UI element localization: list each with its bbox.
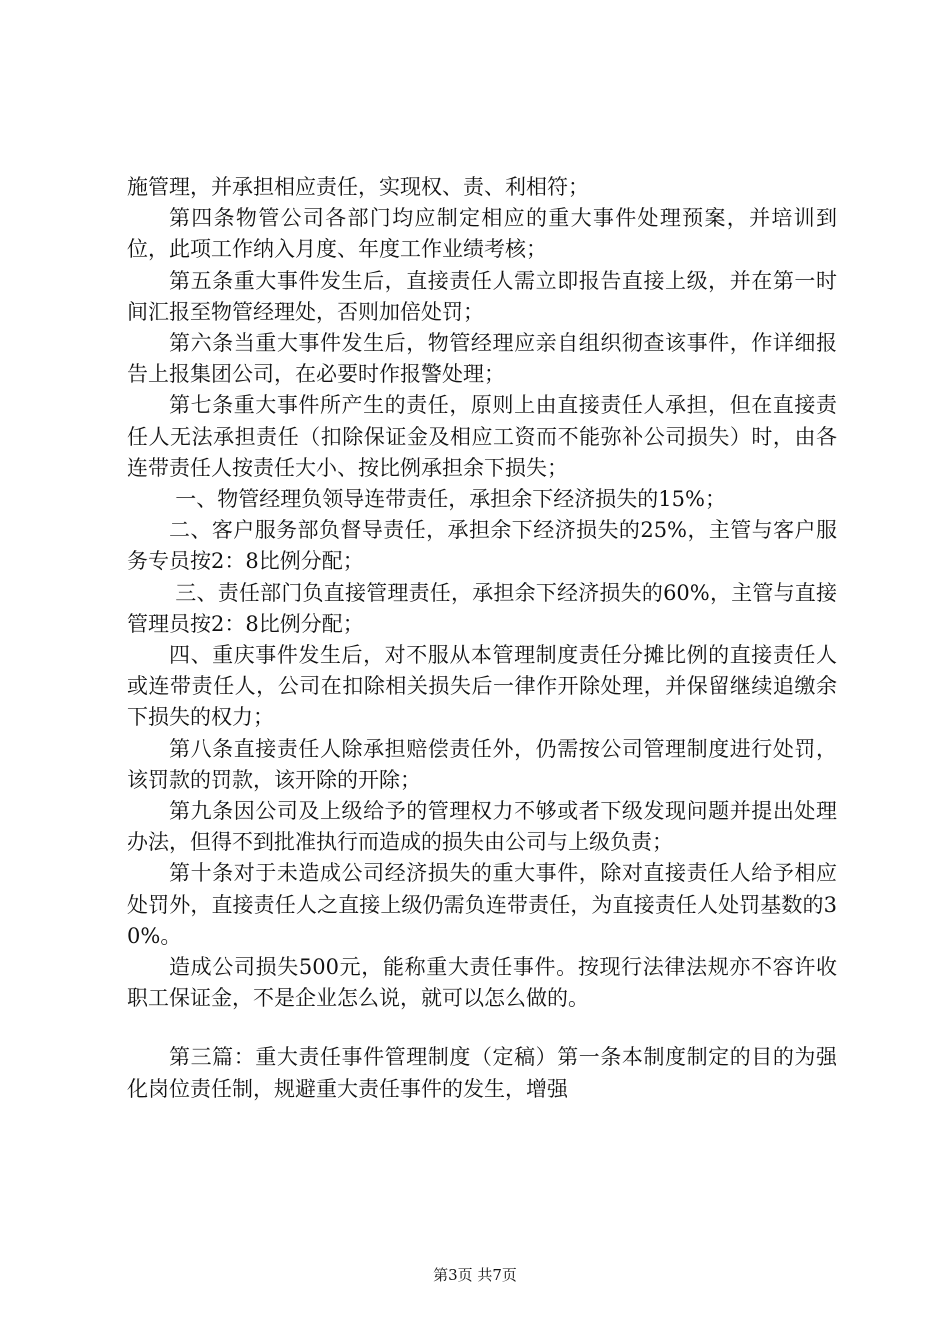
document-body (127, 172, 837, 1105)
paragraph-item-4: 四、重庆事件发生后，对不服从本管理制度责任分摊比例的直接责任人或连带责任人，公司在扣除相关损失后一律作开除处理，并保留继续追缴余下损失的权力； (127, 643, 837, 730)
paragraph-article-6: 第六条当重大事件发生后，物管经理应亲自组织彻查该事件，作详细报告上报集团公司，在必要时作报警处理； (127, 331, 837, 387)
paragraph-article-7: 第七条重大事件所产生的责任，原则上由直接责任人承担，但在直接责任人无法承担责任（扣除保证金及相应工资而不能弥补公司损失）时，由各连带责任人按责任大小、按比例承担余下损失； (127, 393, 837, 480)
paragraph-article-10: 第十条对于未造成公司经济损失的重大事件，除对直接责任人给予相应处罚外，直接责任人之直接上级仍需负连带责任，为直接责任人处罚基数的30%。 (127, 861, 837, 948)
paragraph-1: 施管理，并承担相应责任，实现权、责、利相符； (127, 175, 589, 199)
paragraph-article-5: 第五条重大事件发生后，直接责任人需立即报告直接上级，并在第一时间汇报至物管经理处，否则加倍处罚； (127, 268, 837, 324)
paragraph-gap (127, 1014, 837, 1042)
paragraph-article-4: 第四条物管公司各部门均应制定相应的重大事件处理预案，并培训到位，此项工作纳入月度、年度工作业绩考核； (127, 206, 837, 262)
paragraph-comment: 造成公司损失500元，能称重大责任事件。按现行法律法规亦不容许收职工保证金，不是企业怎么说，就可以怎么做的。 (127, 955, 837, 1011)
paragraph-item-3: 三、责任部门负直接管理责任，承担余下经济损失的60%，主管与直接管理员按2：8比例分配； (127, 580, 837, 636)
paragraph-item-1: 一、物管经理负领导连带责任，承担余下经济损失的15%； (175, 487, 726, 512)
paragraph-section-3: 第三篇：重大责任事件管理制度（定稿）第一条本制度制定的目的为强化岗位责任制，规避重大责任事件的发生，增强 (127, 1045, 837, 1101)
paragraph-article-8: 第八条直接责任人除承担赔偿责任外，仍需按公司管理制度进行处罚，该罚款的罚款，该开除的开除； (127, 736, 837, 792)
page-number-footer: 第3页 共7页 (433, 1266, 517, 1284)
paragraph-article-9: 第九条因公司及上级给予的管理权力不够或者下级发现问题并提出处理办法，但得不到批准执行而造成的损失由公司与上级负责； (127, 799, 837, 855)
paragraph-item-2: 二、客户服务部负督导责任，承担余下经济损失的25%，主管与客户服务专员按2：8比例分配； (127, 518, 837, 574)
